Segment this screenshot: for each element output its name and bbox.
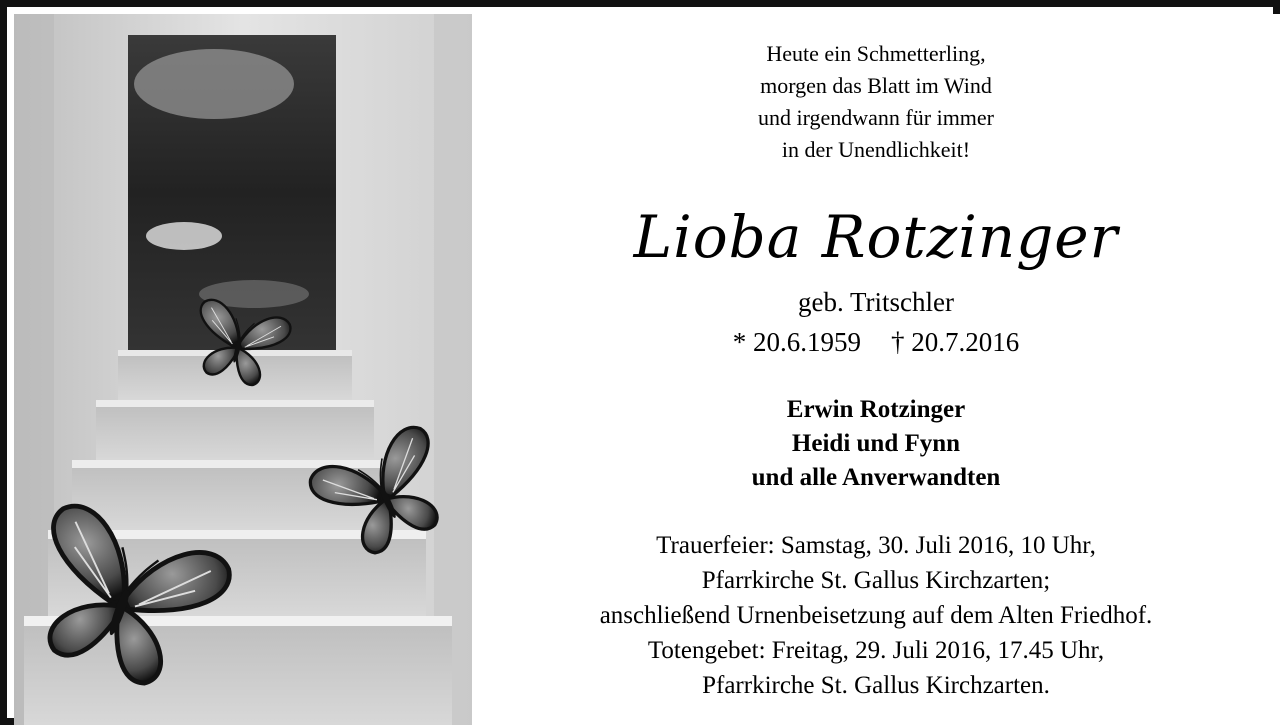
mourner-line: Erwin Rotzinger xyxy=(786,396,966,423)
mourners xyxy=(472,393,1280,495)
death-date: † 20.7.2016 xyxy=(891,327,1020,357)
service-line: Pfarrkirche St. Gallus Kirchzarten; xyxy=(701,567,1051,594)
poem-line: in der Unendlichkeit! xyxy=(781,137,971,162)
stairs-butterflies-illustration xyxy=(14,14,472,725)
life-dates xyxy=(472,325,1280,359)
service-line: Pfarrkirche St. Gallus Kirchzarten. xyxy=(702,672,1050,699)
birth-date: * 20.6.1959 xyxy=(732,327,861,357)
notice-text xyxy=(472,14,1280,725)
service-line: anschließend Urnenbeisetzung auf dem Alten Friedhof. xyxy=(599,602,1153,629)
mourner-line: und alle Anverwandten xyxy=(751,464,1001,491)
maiden-name: geb. Tritschler xyxy=(797,287,954,317)
poem-line: und irgendwann für immer xyxy=(757,105,995,130)
poem xyxy=(472,38,1280,166)
service-details xyxy=(472,528,1280,703)
poem-line: Heute ein Schmetterling, xyxy=(766,41,986,66)
poem-line: morgen das Blatt im Wind xyxy=(760,73,992,98)
mourner-line: Heidi und Fynn xyxy=(791,430,961,457)
service-line: Trauerfeier: Samstag, 30. Juli 2016, 10 Uhr, xyxy=(656,532,1096,559)
service-line: Totengebet: Freitag, 29. Juli 2016, 17.45 Uhr, xyxy=(647,637,1105,664)
deceased-name: Lioba Rotzinger xyxy=(633,203,1119,271)
